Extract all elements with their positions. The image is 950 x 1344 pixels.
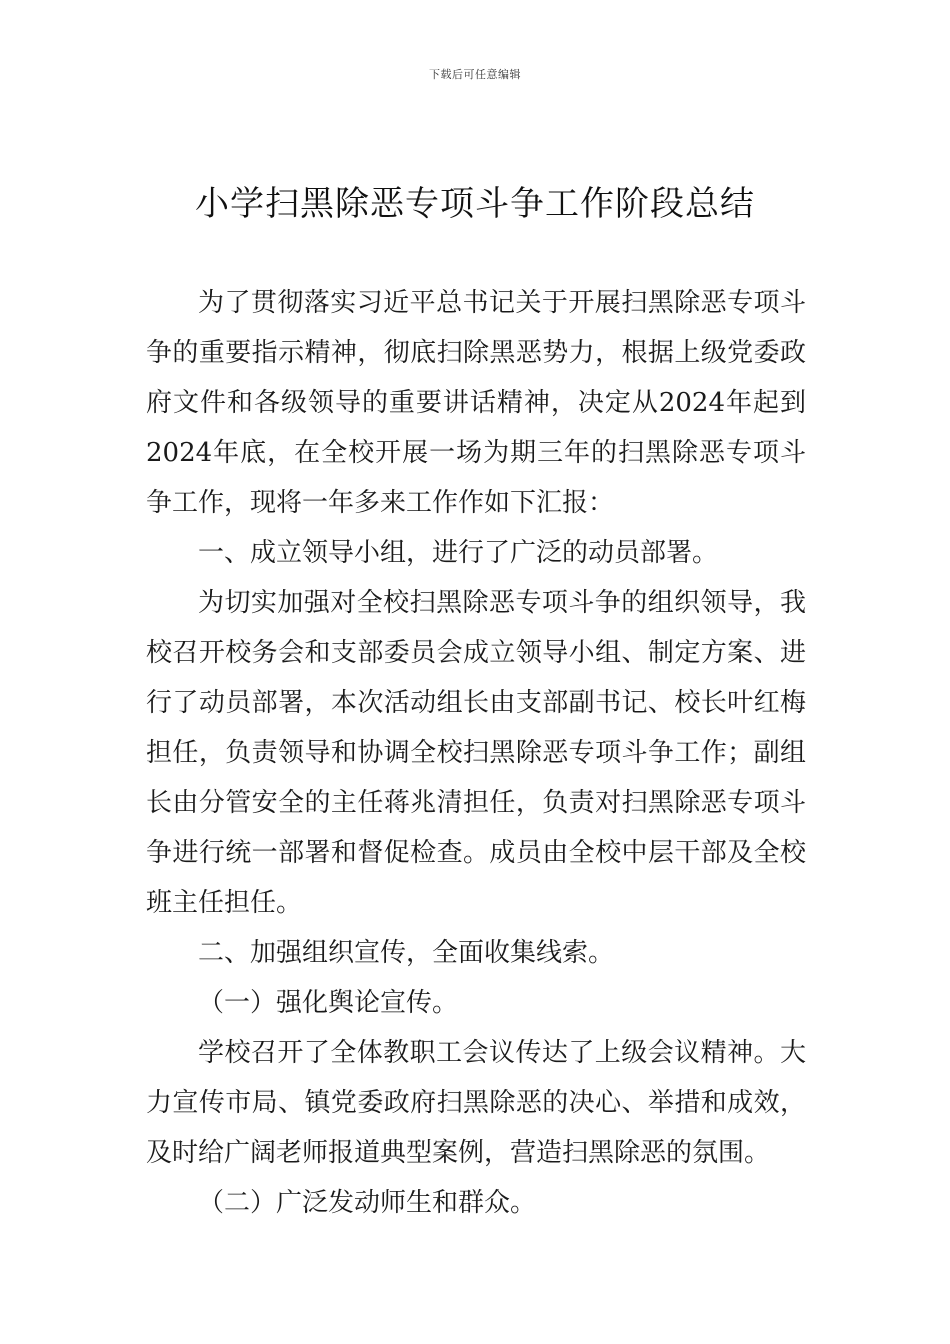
header-note: 下载后可任意编辑 [429, 68, 521, 81]
document-body [146, 278, 806, 1228]
subheading-2-2: （二）广泛发动师生和群众。 [198, 1188, 537, 1218]
paragraph-intro: 为了贯彻落实习近平总书记关于开展扫黑除恶专项斗争的重要指示精神，彻底扫除黑恶势力，根据上级党委政府文件和各级领导的重要讲话精神，决定从2024年起到2024年底，在全校开展一场为期三年的扫黑除恶专项斗争工作，现将一年多来工作作如下汇报： [146, 288, 806, 518]
subheading-2-1: （一）强化舆论宣传。 [198, 988, 459, 1018]
paragraph-2-1: 学校召开了全体教职工会议传达了上级会议精神。大力宣传市局、镇党委政府扫黑除恶的决心、举措和成效，及时给广阔老师报道典型案例，营造扫黑除恶的氛围。 [146, 1038, 806, 1168]
document-title: 小学扫黑除恶专项斗争工作阶段总结 [195, 184, 755, 224]
heading-section-1: 一、成立领导小组，进行了广泛的动员部署。 [198, 538, 719, 568]
heading-section-2: 二、加强组织宣传，全面收集线索。 [198, 938, 615, 968]
paragraph-section-1: 为切实加强对全校扫黑除恶专项斗争的组织领导，我校召开校务会和支部委员会成立领导小组、制定方案、进行了动员部署，本次活动组长由支部副书记、校长叶红梅担任，负责领导和协调全校扫黑除恶专项斗争工作；副组长由分管安全的主任蒋兆清担任，负责对扫黑除恶专项斗争进行统一部署和督促检查。成员由全校中层干部及全校班主任担任。 [146, 588, 806, 918]
